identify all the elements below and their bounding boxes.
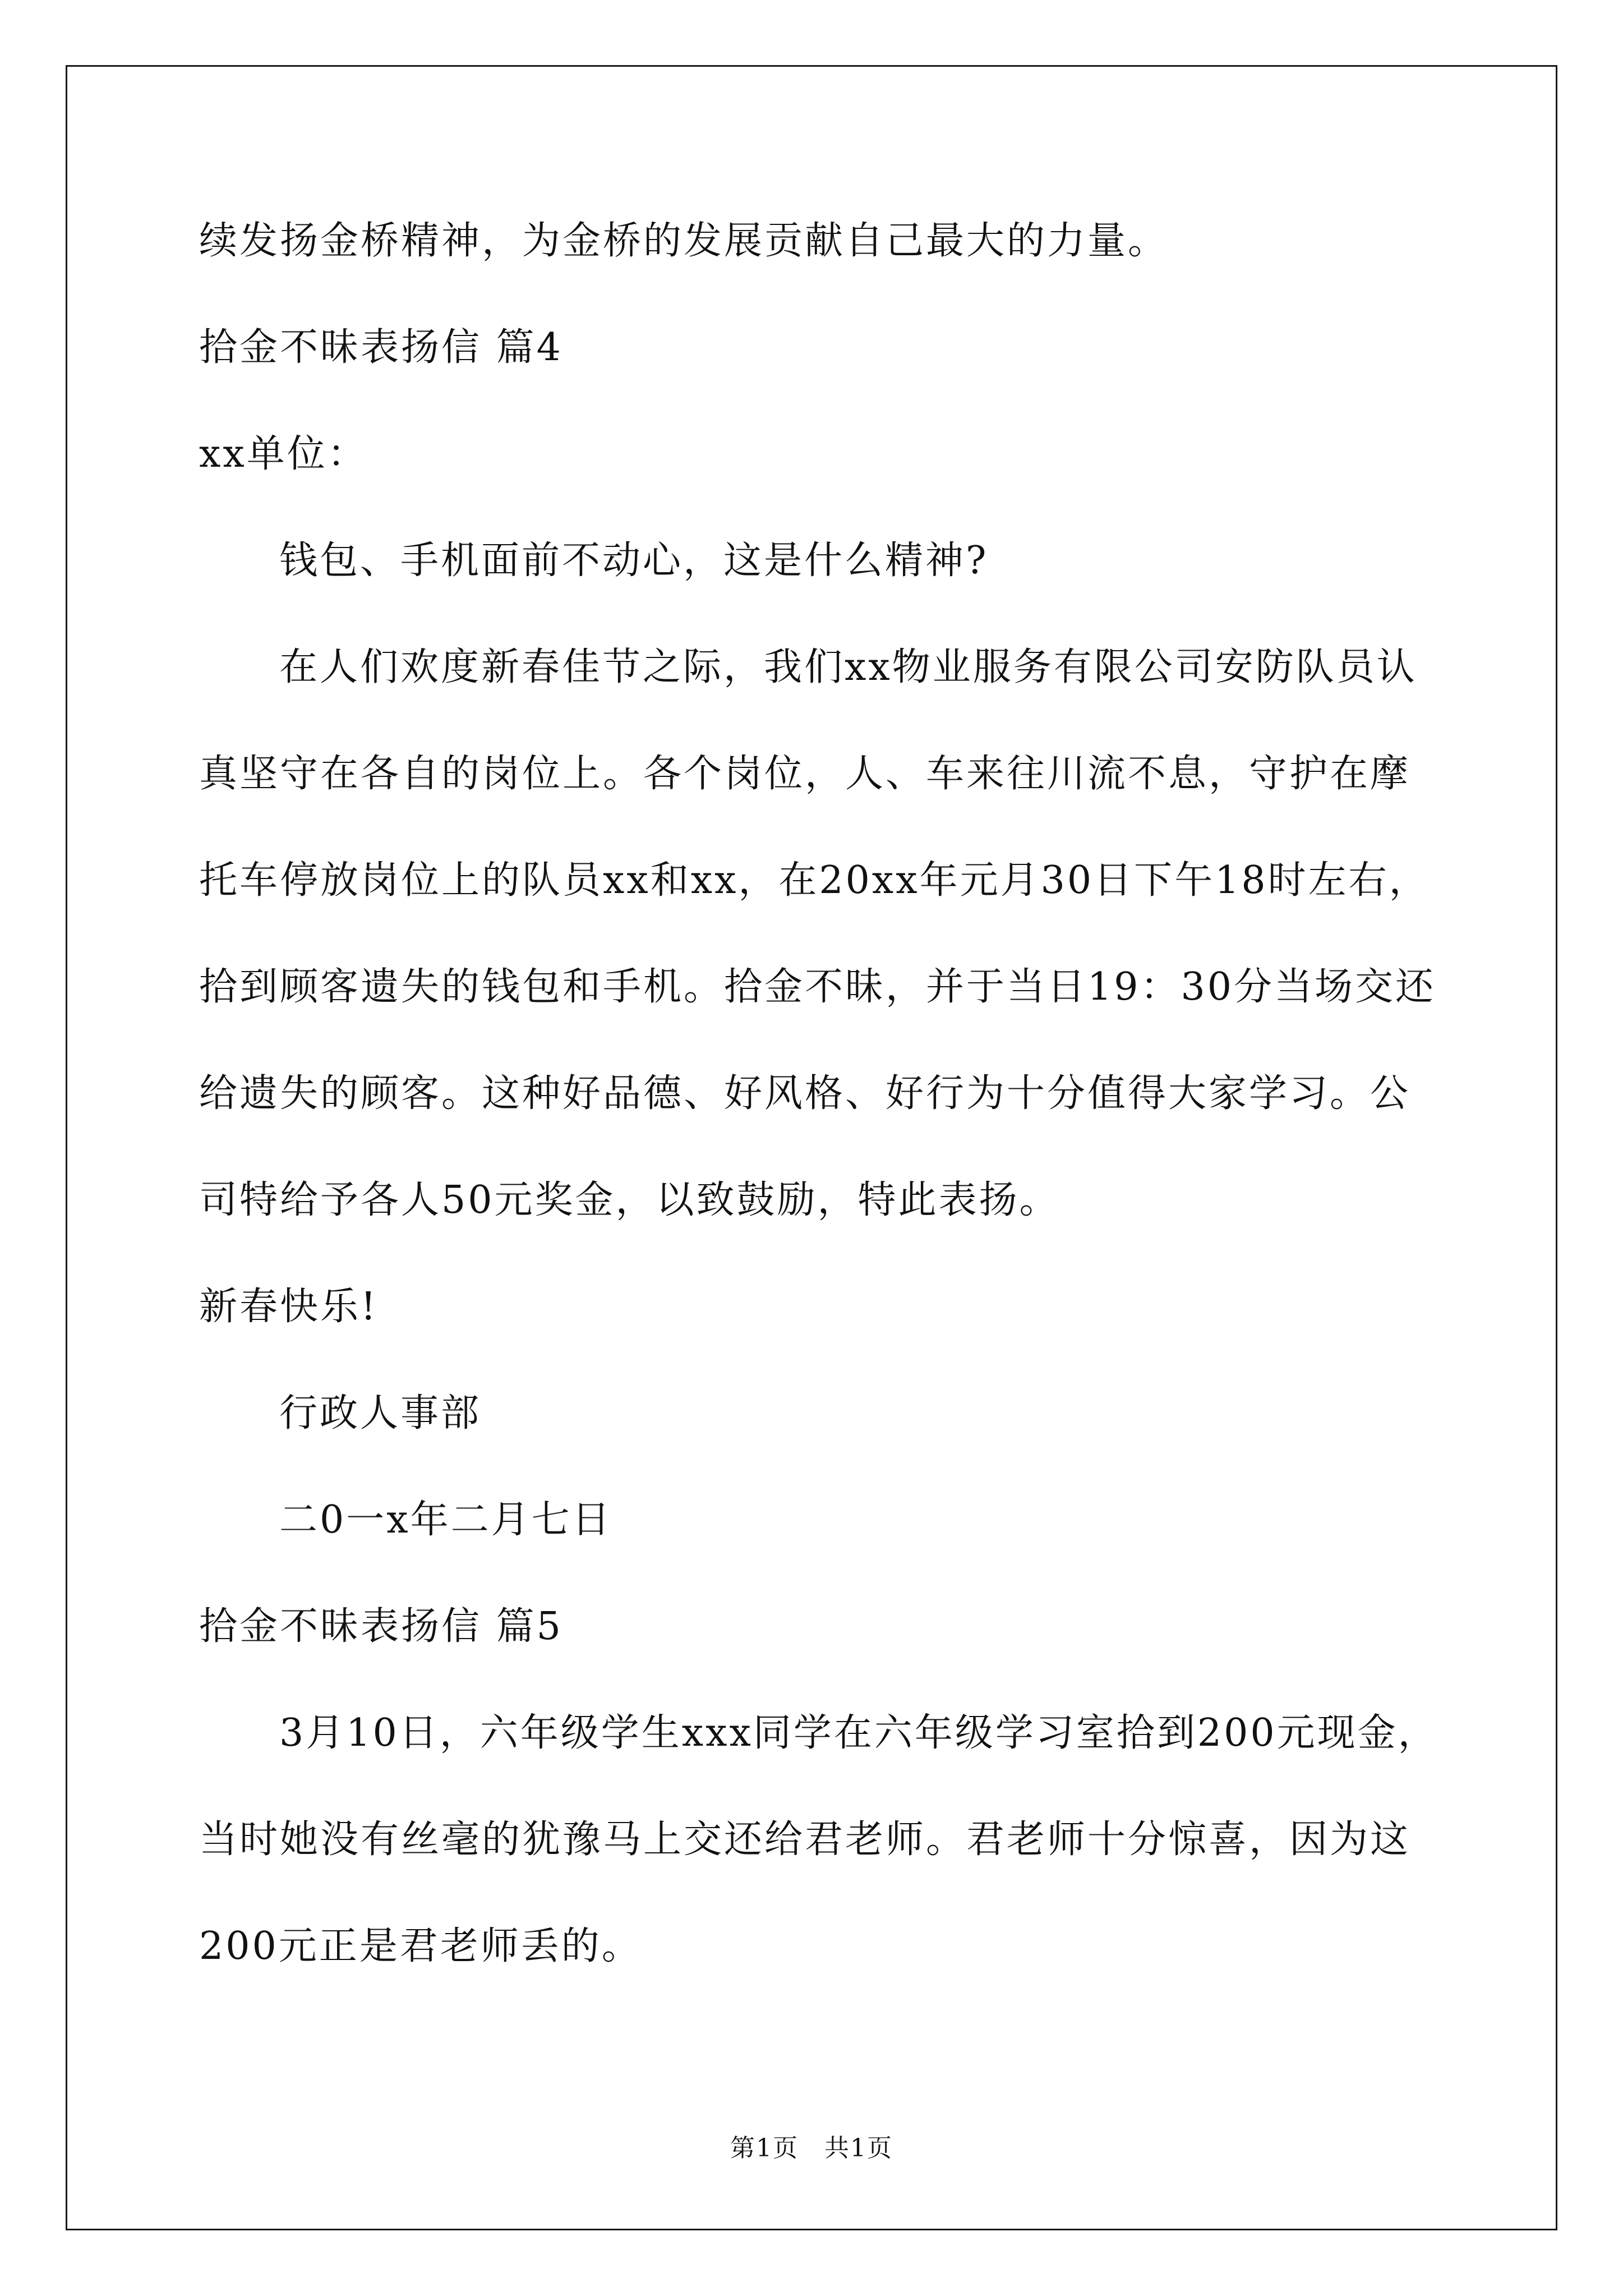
paragraph-line: 托车停放岗位上的队员xx和xx，在20xx年元月30日下午18时左右， [199, 858, 1430, 903]
paragraph-line: 在人们欢度新春佳节之际，我们xx物业服务有限公司安防队员认 [279, 645, 1417, 689]
signature-department: 行政人事部 [279, 1391, 482, 1435]
paragraph-line: 当时她没有丝毫的犹豫马上交还给君老师。君老师十分惊喜，因为这 [199, 1818, 1411, 1862]
paragraph-line: 司特给予各人50元奖金，以致鼓励，特此表扬。 [199, 1178, 1060, 1222]
paragraph-line: 200元正是君老师丢的。 [199, 1924, 642, 1968]
page-border [66, 65, 1557, 2230]
salutation: xx单位： [199, 432, 368, 476]
paragraph-line: 3月10日，六年级学生xxx同学在六年级学习室拾到200元现金， [279, 1711, 1438, 1755]
paragraph-line: 钱包、手机面前不动心，这是什么精神? [279, 539, 989, 583]
paragraph-line: 给遗失的顾客。这种好品德、好风格、好行为十分值得大家学习。公 [199, 1071, 1411, 1116]
page-number: 第1页 共1页 [730, 2134, 893, 2162]
paragraph-line: 真坚守在各自的岗位上。各个岗位，人、车来往川流不息，守护在摩 [199, 752, 1411, 796]
section-heading: 拾金不昧表扬信 篇5 [199, 1604, 563, 1649]
signature-date: 二0一x年二月七日 [279, 1498, 612, 1542]
paragraph-line: 续发扬金桥精神，为金桥的发展贡献自己最大的力量。 [199, 219, 1169, 263]
closing-greeting: 新春快乐! [199, 1285, 379, 1329]
paragraph-line: 拾到顾客遗失的钱包和手机。拾金不昧，并于当日19：30分当场交还 [199, 965, 1436, 1009]
section-heading: 拾金不昧表扬信 篇4 [199, 325, 563, 370]
